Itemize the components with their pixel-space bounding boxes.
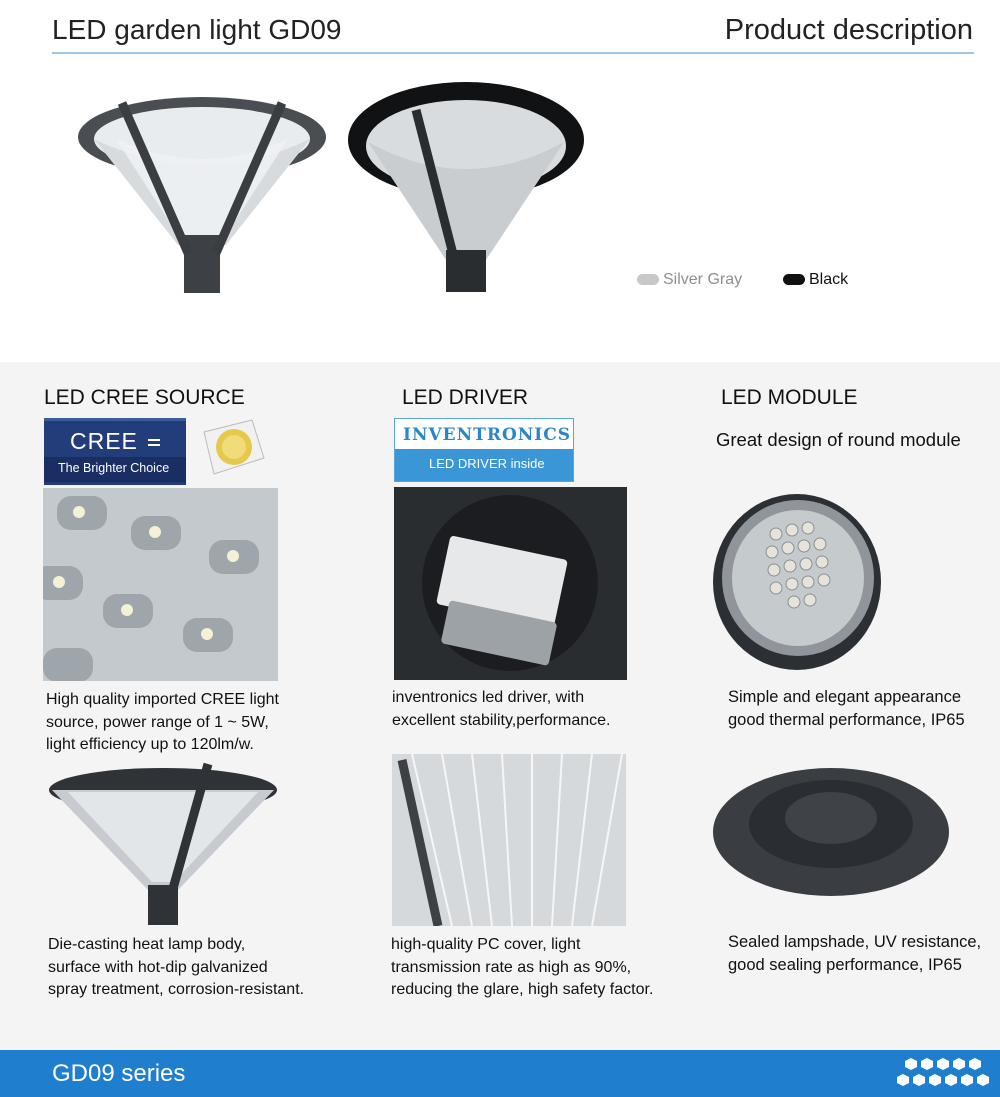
lampshade-description xyxy=(728,931,981,976)
cree-logo-brand: CREE xyxy=(70,428,138,454)
description-line: transmission rate as high as 90%, xyxy=(391,958,632,976)
led-chip-image xyxy=(194,414,268,480)
black-swatch xyxy=(783,274,805,285)
description-line: Simple and elegant appearance xyxy=(728,688,962,706)
color-label: Silver Gray xyxy=(663,271,743,288)
description-line: Sealed lampshade, UV resistance, xyxy=(728,933,982,951)
footer-series: GD09 series xyxy=(52,1060,186,1087)
description-line: good thermal performance, IP65 xyxy=(728,710,965,729)
description-line: source, power range of 1 ~ 5W, xyxy=(46,713,269,731)
product-image-silver-gray xyxy=(76,95,328,293)
lamp-body-description xyxy=(48,934,304,1002)
description-line: excellent stability,performance. xyxy=(392,711,611,729)
led-module-title: LED MODULE xyxy=(721,386,858,409)
description-line: spray treatment, corrosion-resistant. xyxy=(48,981,305,998)
pc-cover-photo xyxy=(392,754,626,926)
header-divider xyxy=(52,52,974,54)
color-label: Black xyxy=(809,271,849,288)
pc-cover-description xyxy=(391,934,653,1002)
module-description xyxy=(728,686,965,731)
description-line: reducing the glare, high safety factor. xyxy=(391,981,654,998)
description-line: high-quality PC cover, light xyxy=(391,936,581,953)
description-line: inventronics led driver, with xyxy=(392,689,585,706)
page-title: LED garden light GD09 xyxy=(52,14,342,45)
color-option-silver-gray xyxy=(637,271,742,289)
cree-description xyxy=(46,689,279,757)
description-line: Die-casting heat lamp body, xyxy=(48,936,246,953)
driver-photo xyxy=(394,487,627,680)
cree-source-title: LED CREE SOURCE xyxy=(44,386,245,409)
cree-logo-mark xyxy=(148,439,160,446)
led-driver-title: LED DRIVER xyxy=(402,386,529,409)
inventronics-logo-tagline: LED DRIVER inside xyxy=(429,456,545,471)
inventronics-logo-brand: INVENTRONICS xyxy=(403,425,572,445)
led-module-subtitle: Great design of round module xyxy=(716,429,961,450)
hexagon-pattern-icon xyxy=(897,1056,989,1090)
silver-gray-swatch xyxy=(637,274,659,285)
color-option-black xyxy=(783,271,848,289)
lamp-body-image xyxy=(48,760,278,925)
description-line: light efficiency up to 120lm/w. xyxy=(46,736,254,753)
cree-chip-array-photo xyxy=(43,488,278,681)
driver-description xyxy=(392,687,610,732)
cree-logo-tagline: The Brighter Choice xyxy=(58,461,170,475)
section-title: Product description xyxy=(724,14,973,46)
description-line: good sealing performance, IP65 xyxy=(728,955,962,974)
description-line: surface with hot-dip galvanized xyxy=(48,958,268,976)
inventronics-logo xyxy=(394,418,574,482)
product-image-black xyxy=(346,80,586,292)
lampshade-image xyxy=(712,766,950,900)
cree-logo xyxy=(44,418,186,485)
description-line: High quality imported CREE light xyxy=(46,691,279,708)
round-module-image xyxy=(712,492,882,672)
